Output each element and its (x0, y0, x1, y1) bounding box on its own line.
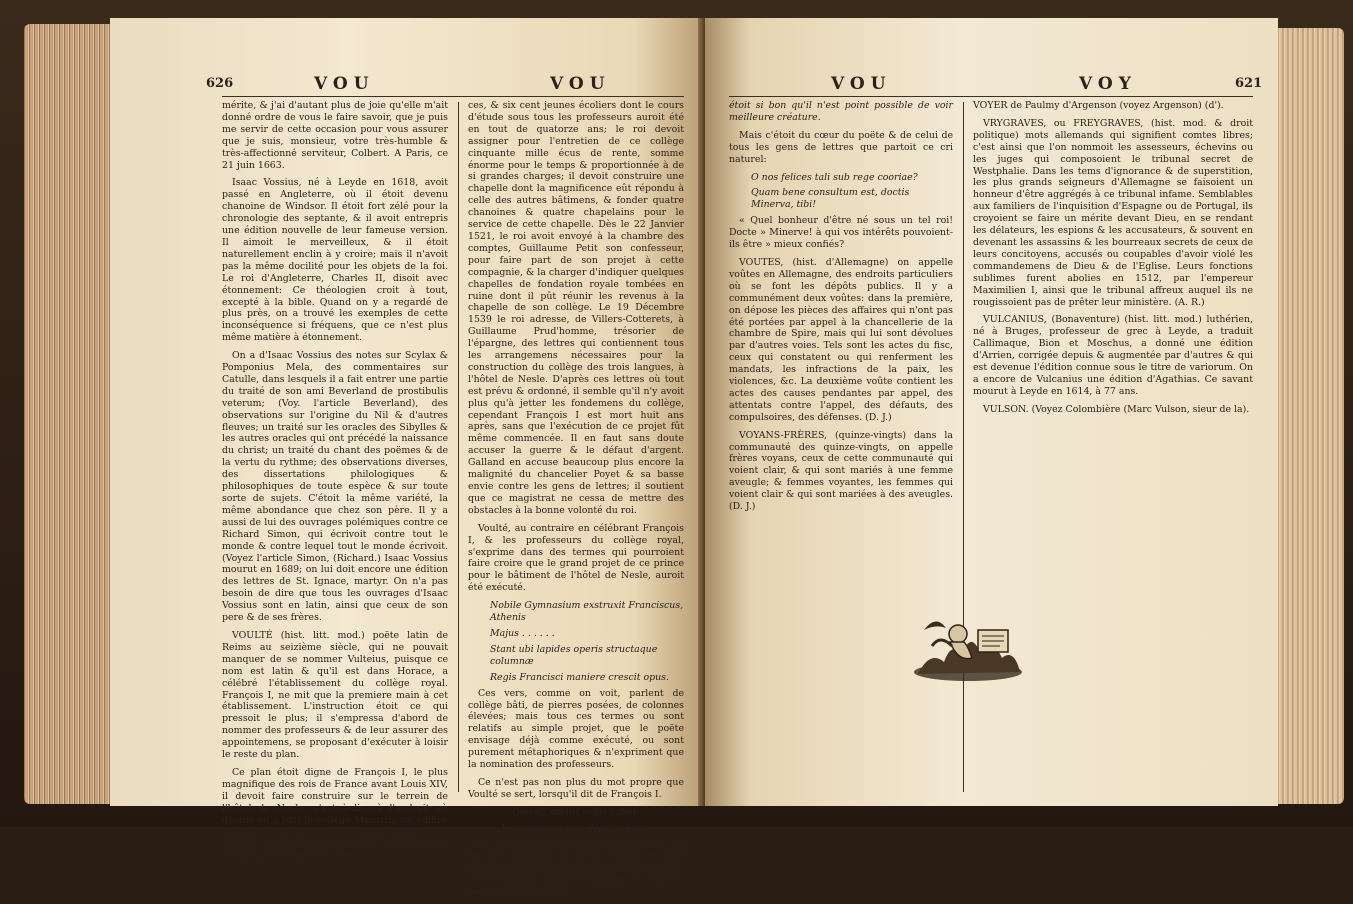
left-page-header-left: VOU (314, 74, 375, 94)
paragraph: VOUTES, (hist. d'Allemagne) on appelle voûtes en Allemagne, des endroits particuliers où se font les dépôts publics. Il y a communément deux voûtes: dans la première, on dépose les pièces des affaires qui n'ont pas été portées par appel à la chancellerie de la chambre de Spire, mais qui lui sont dévolues par d'autres voies. Tels sont les actes du fisc, ceux qui constatent ou qui renferment les mandats, les infractions de la paix, les violences, &c. La deuxième voûte contient les actes des causes pendantes par appel, des attentats contre l'appel, des défauts, des compulsoires, des défenses. (D. J.) (729, 256, 953, 423)
paragraph: étoit si bon qu'il n'est point possible de voir meilleure créature. (729, 100, 953, 123)
paragraph: Mais c'étoit du cœur du poëte & de celui de tous les gens de lettres que partoit ce cri naturel: (729, 129, 953, 165)
paragraph: mérite, & j'ai d'autant plus de joie qu'elle m'ait donné ordre de vous le faire savoir, que je puis me servir de cette occasion pour vous assurer que je suis, monsieur, votre très-humble & très-affectionné serviteur, Colbert. A Paris, ce 21 juin 1663. (222, 100, 448, 171)
right-page-column-1 (729, 100, 953, 519)
paragraph: VULCANIUS, (Bonaventure) (hist. litt. mod.) luthérien, né à Bruges, professeur de grec à Leyde, a traduit Callimaque, Bion et Moschus, a donné une édition d'Arrien, corrigée depuis & augmentée par d'autres & qui est devenue l'édition connue sous le titre de variorum. On a encore de Vulcanius une édition d'Agathias. Ce savant mourut à Leyde en 1614, à 77 ans. (973, 314, 1253, 397)
latin-quote: Quo nil mirius orbis habet: (512, 806, 640, 818)
header-rule (222, 96, 684, 97)
left-page-number: 626 (206, 76, 234, 91)
left-page-column-1 (222, 100, 448, 868)
paragraph: Ces vers, comme on voit, parlent de collège bâti, de pierres posées, de colonnes élevées; mais tous ces termes ou sont relatifs au simple projet, que le poëte envisage déjà comme exécuté, ou sont purement métaphoriques & n'expriment que la nomination des professeurs. (468, 687, 684, 771)
latin-verse-line: Stant ubi lapides operis structaque columnæ (490, 643, 658, 667)
right-page-column-2 (973, 100, 1253, 422)
left-page (110, 18, 705, 898)
paragraph: VULSON. (Voyez Colombière (Marc Vulson, sieur de la). (983, 403, 1250, 415)
latin-verse-line: Quam bene consultum est, doctis Minerva, tibi! (751, 187, 910, 211)
latin-verse-line: O nos felices tali sub rege cooriae? (751, 171, 918, 183)
latin-verse-line: Nobile Gymnasium exstruxit Franciscus, Athenis (490, 600, 684, 624)
paragraph: On reconnoit moins à ce petit éloge un roi tel que François I, qu'un enfant tel que Charles VIII, dont Philippe de Comines a dit: il ne fut jamais que petit homme de corps & peu entendu, mais il (468, 838, 684, 898)
left-page-header-right: VOU (550, 74, 611, 94)
right-page-header-right: VOY (1079, 74, 1137, 94)
right-page-header-left: VOU (831, 74, 892, 94)
paragraph: ces, & six cent jeunes écoliers dont le cours d'étude sous tous les professeurs auroit été en tout de quatorze ans; le roi devoit assigner pour l'entretien de ce collège cinquante mille écus de rente, somme énorme pour le temps & proportionnée à de si grandes charges; il devoit construire une chapelle dont la magnificence eût répondu à celle des autres bâtimens, & fonder quatre chanoines & quatre chapelains pour le service de cette chapelle. Dès le 22 Janvier 1521, le roi avoit envoyé à la chambre des comptes, Guillaume Petit son confesseur, pour faire part de son projet à cette compagnie, & la charger d'indiquer quelques chapelles de fondation royale tombées en ruine dont il pût réunir les revenus à la chapelle de son collège. Le 19 Décembre 1539 le roi adresse, de Villers-Cotterets, à Guillaume Prud'homme, trésorier de l'épargne, des lettres qui contiennent tous les arrangemens nécessaires pour la construction du collège des trois langues, à l'hôtel de Nesle. D'après ces lettres où tout est prévu & ordonné, il semble qu'il n'y avoit plus qu'à jetter les fondemens du collège, cependant François I est mort huit ans après, sans que l'exécution de ce projet fût même commencée. Il en faut sans doute accuser la guerre & le défaut d'argent. Galland en accuse beaucoup plus encore la malignité du chancelier Poyet & sa basse envie contre les gens de lettres; il soutient que ce magistrat ne cessa de mettre des obstacles à la bonne volonté du roi. (468, 100, 684, 516)
column-divider (963, 102, 964, 792)
left-page-edges (24, 24, 120, 804)
french-translation: L'univers n'a rien de plus doux. (501, 822, 651, 834)
right-page-number: 621 (1235, 76, 1263, 91)
vignette-engraving (910, 600, 1026, 684)
paragraph: VOYANS-FRÈRES, (quinze-vingts) dans la communauté des quinze-vingts, on appelle frères voyans, ceux de cette communauté qui voient clair, & qui sont mariés à une femme aveugle; & femmes voyantes, les femmes qui voient clair & qui sont mariées à des aveugles. (D. J.) (729, 429, 953, 513)
paragraph: VOYER de Paulmy d'Argenson (voyez Argenson) (d'). (973, 100, 1224, 111)
header-rule (729, 96, 1253, 97)
latin-verse-line: Majus . . . . . . (490, 627, 555, 639)
paragraph: VRYGRAVES, ou FREYGRAVES, (hist. mod. & droit politique) mots allemands qui signifient comtes libres; c'est ainsi que l'on nommoit les assesseurs, échevins ou les juges qui composoient le tribunal secret de Westphalie. Dans les tems d'ignorance & de superstition, les plus grands seigneurs d'Allemagne se faisoient un honneur d'être aggrégés à ce tribunal infame. Semblables aux familiers de l'inquisition d'Espagne ou de Portugal, ils croyoient se faire un mérite devant Dieu, en se rendant les délateurs, les espions & les accusateurs, & souvent en devenant les assassins & les bourreaux secrets de ceux de leurs concitoyens, accusés ou coupables d'avoir violé les commandemens de Dieu & de l'Eglise. Leurs fonctions sublimes furent abolies en 1512, par l'empereur Maximilien I, ainsi que le tribunal affreux auquel ils ne rougissoient pas de prêter leur ministère. (A. R.) (973, 117, 1253, 308)
paragraph: Isaac Vossius, né à Leyde en 1618, avoit passé en Angleterre, où il étoit devenu chanoine de Windsor. Il étoit fort zélé pour la chronologie des septante, & il avoit entrepris une édition nouvelle de leur fameuse version. Il aimoit le merveilleux, & il étoit naturellement enclin à y croire; mais il n'avoit pas la même docilité pour les objets de la foi. Le roi d'Angleterre, Charles II, disoit avec étonnement: Ce théologien croit à tout, excepté à la bible. Quand on y a regardé de plus près, on a trouvé les exemples de cette inconséquence si fréquens, que ce n'est plus même matière à étonnement. (222, 177, 448, 344)
paragraph: Ce n'est pas non plus du mot propre que Voulté se sert, lorsqu'il dit de François I. (468, 776, 684, 800)
open-book (24, 14, 1344, 898)
paragraph: On a d'Isaac Vossius des notes sur Scylax & Pomponius Mela, des commentaires sur Catulle, dans lesquels il a fait entrer une partie du traité de son ami Beverland de prostibulis veterum; (Voy. l'article Beverland), des observations sur l'origine du Nil & d'autres fleuves; un traité sur les oracles des Sibylles & les autres oracles qui ont précédé la naissance du christ; un traité du chant des poëmes & de la vertu du rythme; des observations diverses, des dissertations philologiques & philosophiques de toute espèce & sur toute sorte de sujets. C'étoit la même variété, la même abondance que chez son père. Il y a aussi de lui des ouvrages polémiques contre ce Richard Simon, qui écrivoit contre tout le monde & contre lequel tout le monde écrivoit. (Voyez l'article Simon, (Richard.) Isaac Vossius mourut en 1689; on lui doit encore une édition des lettres de St. Ignace, martyr. On n'a pas besoin de dire que tous les ouvrages d'Isaac Vossius sont en latin, ainsi que ceux de son pere & de ses frères. (222, 350, 448, 624)
paragraph: VOULTÉ (hist. litt. mod.) poëte latin de Reims au seizième siècle, qui ne pouvait manquer de se nommer Vulteius, puisque ce nom est latin & qu'il est dans Horace, a célébré l'établissement du collège royal. François I, ne mit que la premiere main à cet établissement. L'instruction étoit ce qui pressoit le plus; il s'empressa d'abord de nommer des professeurs & de leur assurer des appointemens, se proposant d'exécuter à loisir le reste du plan. (222, 629, 448, 761)
paragraph: Ce plan étoit digne de François I, le plus magnifique des rois de France avant Louis XIV, il devoit faire construire sur le terrein de l'hôtel de Nesle, c'est à-dire à l'endroit où depuis on a bâti le collège Mazarin, un édifice qui pût contenir un très-grand nombre de maîtres, non-seulement pour les langues, mais encore pour toutes les scien- (222, 766, 448, 862)
right-page (705, 18, 1278, 806)
left-page-column-2 (468, 100, 684, 904)
paragraph: Voulté, au contraire en célébrant François I, & les professeurs du collège royal, s'exprime dans des termes qui pourroient faire croire que le grand projet de ce prince pour le bâtiment de l'hôtel de Nesle, auroit été exécuté. (468, 522, 684, 594)
column-divider (458, 102, 459, 792)
paragraph: « Quel bonheur d'être né sous un tel roi! Docte » Minerve! à qui vos intérêts pouvoient-ils être » mieux confiés? (729, 215, 953, 251)
latin-verse-line: Regis Francisci maniere crescit opus. (490, 671, 669, 683)
